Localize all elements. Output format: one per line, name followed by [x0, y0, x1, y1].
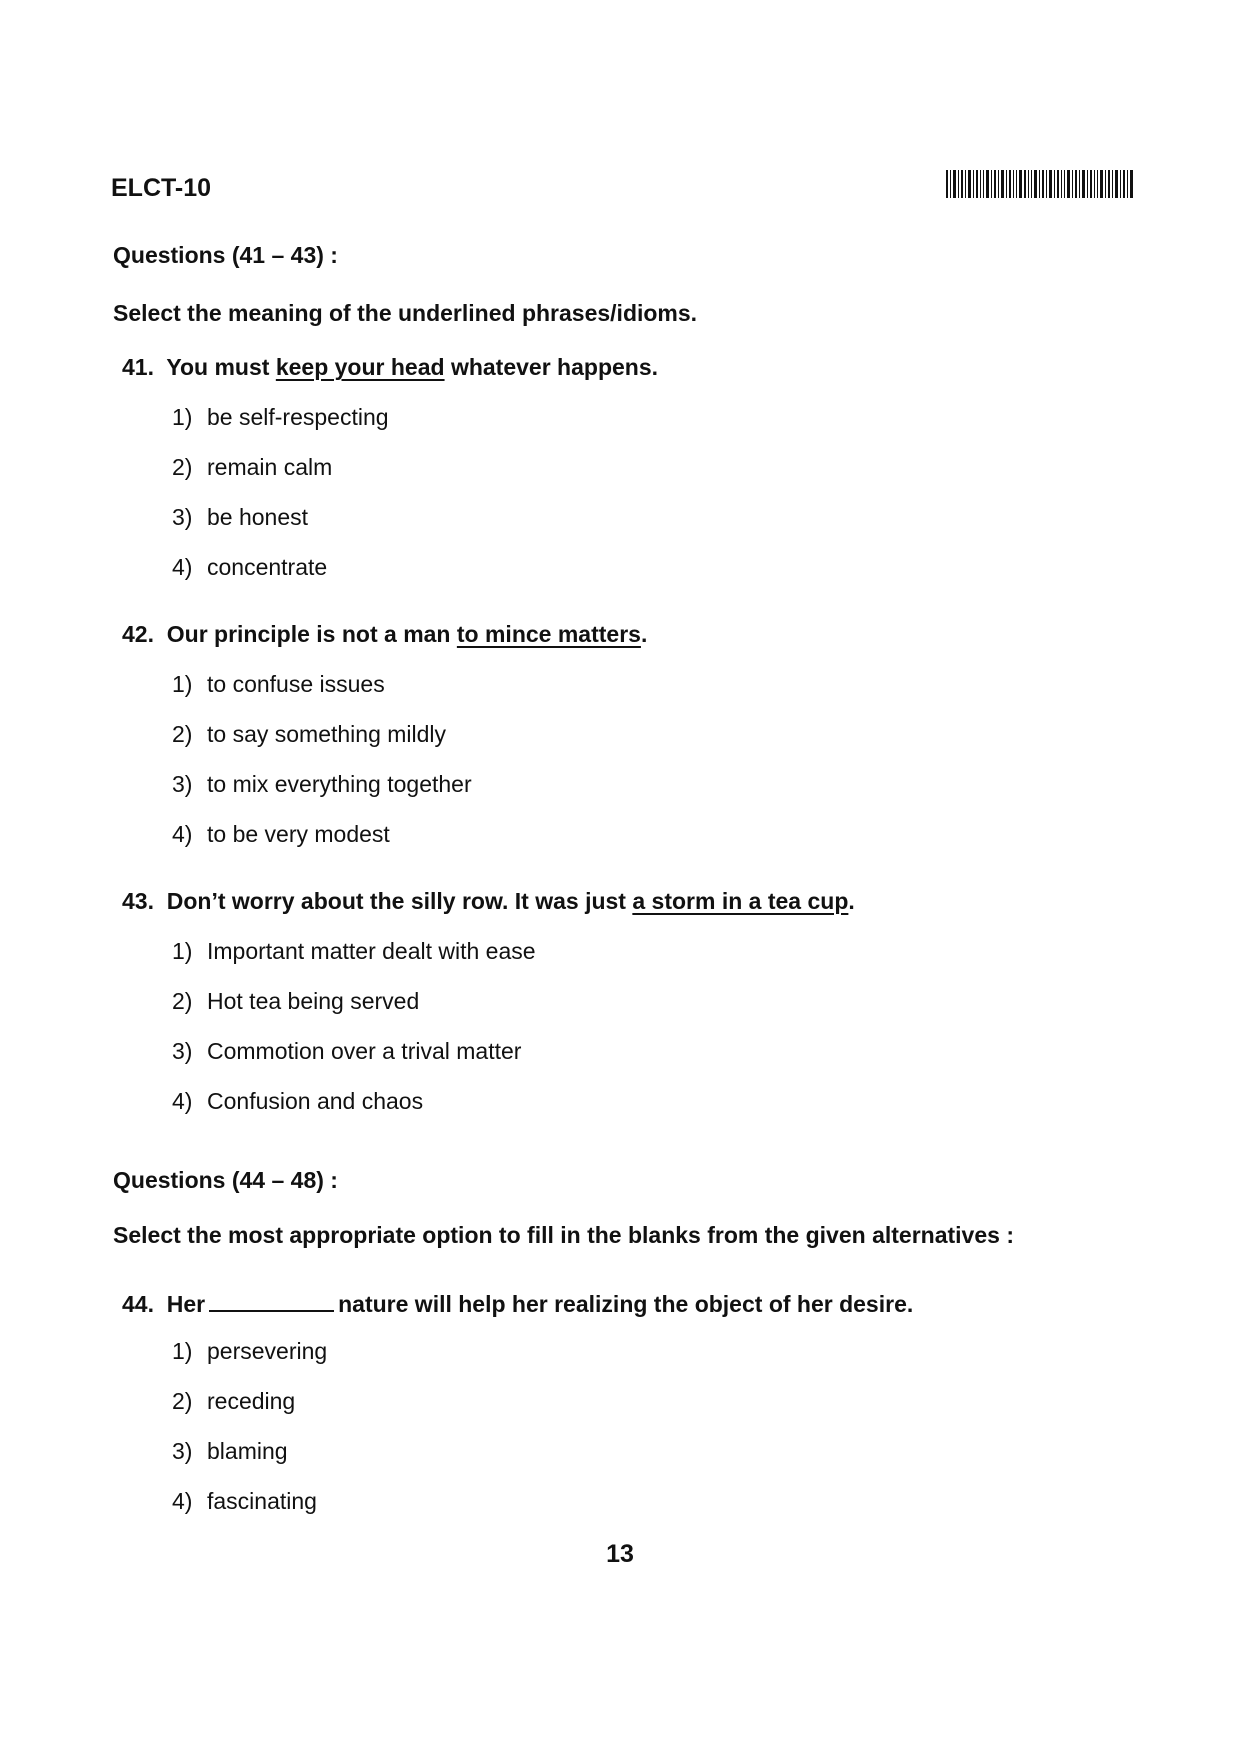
question-number: 42.	[122, 621, 154, 647]
option: 1) persevering	[172, 1338, 328, 1364]
option: 4) concentrate	[172, 554, 328, 580]
option: 4) Confusion and chaos	[172, 1088, 424, 1114]
question-number: 44.	[122, 1291, 154, 1317]
question-43: 43. Don’t worry about the silly row. It was just a storm in a tea cup.	[122, 888, 855, 914]
question-number: 43.	[122, 888, 154, 914]
section-title: Questions (41 – 43) :	[113, 242, 338, 268]
option: 2) remain calm	[172, 454, 333, 480]
paper-code: ELCT-10	[111, 174, 212, 202]
option: 1) to confuse issues	[172, 671, 385, 697]
question-42: 42. Our principle is not a man to mince matters.	[122, 621, 648, 647]
page-number: 13	[606, 1540, 634, 1568]
option: 3) Commotion over a trival matter	[172, 1038, 522, 1064]
option: 3) blaming	[172, 1438, 288, 1464]
option: 4) to be very modest	[172, 821, 390, 847]
option: 2) Hot tea being served	[172, 988, 420, 1014]
option: 3) be honest	[172, 504, 309, 530]
option: 1) be self-respecting	[172, 404, 389, 430]
option: 2) to say something mildly	[172, 721, 447, 747]
section-instruction: Select the meaning of the underlined phrases/idioms.	[113, 300, 698, 326]
option: 3) to mix everything together	[172, 771, 472, 797]
question-41: 41. You must keep your head whatever happens.	[122, 354, 659, 380]
section-title: Questions (44 – 48) :	[113, 1167, 338, 1193]
option: 1) Important matter dealt with ease	[172, 938, 536, 964]
underlined-phrase: to mince matters	[456, 621, 641, 647]
option: 2) receding	[172, 1388, 296, 1414]
option: 4) fascinating	[172, 1488, 317, 1514]
barcode-icon	[946, 170, 1133, 198]
question-44: 44. Her nature will help her realizing the object of her desire.	[122, 1288, 913, 1318]
underlined-phrase: a storm in a tea cup	[632, 888, 849, 914]
fill-blank	[209, 1288, 334, 1312]
underlined-phrase: keep your head	[275, 354, 445, 380]
question-number: 41.	[122, 354, 154, 380]
section-instruction: Select the most appropriate option to fill in the blanks from the given alternatives :	[113, 1222, 1014, 1248]
